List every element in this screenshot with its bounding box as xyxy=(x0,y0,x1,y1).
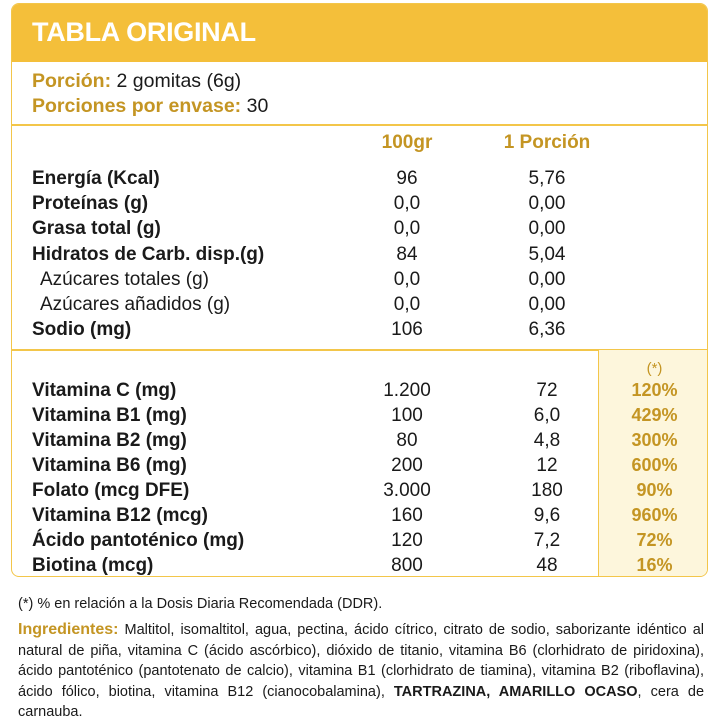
per-pack-value: 30 xyxy=(246,95,269,117)
value-portion: 0,00 xyxy=(528,269,566,290)
value-100g: 3.000 xyxy=(383,480,431,501)
value-portion: 9,6 xyxy=(533,505,561,526)
column-header-100g: 100gr xyxy=(381,132,433,153)
ingredients-allergen-colorants: TARTRAZINA, AMARILLO OCASO xyxy=(393,683,638,700)
value-portion: 180 xyxy=(531,480,563,501)
nutrient-name: Sodio (mg) xyxy=(32,319,132,340)
table-row xyxy=(12,319,707,344)
value-portion: 0,00 xyxy=(528,294,566,315)
ddr-value: 960% xyxy=(631,505,678,525)
ingredients-label: Ingredientes: xyxy=(18,621,119,638)
value-100g: 800 xyxy=(391,555,423,576)
nutrient-name: Azúcares totales (g) xyxy=(40,269,209,290)
servings-per-pack xyxy=(32,95,268,118)
ingredients-text: Maltitol, isomaltitol, agua, pectina, ácido cítrico, citrato de sodio, saborizante idéntico al natural de piña, vitamina C (ácido ascórbico), dióxido de titanio, vitamina B6 (clorhidrato de piridoxina), ácido pantoténico (pantotenato de calcio), vitamina B1 (clorhidrato de tiamina), vitamina B2 (riboflavina), ácido fólico, biotina, vitamina B12 (cianocobalamina), xyxy=(18,622,705,700)
table-row xyxy=(12,380,707,405)
value-100g: 96 xyxy=(396,168,418,189)
value-100g: 0,0 xyxy=(393,193,421,214)
value-portion: 5,04 xyxy=(528,244,566,265)
table-row xyxy=(12,505,707,530)
table-row xyxy=(12,168,707,193)
ddr-value: 120% xyxy=(631,380,678,400)
vitamin-name: Ácido pantoténico (mg) xyxy=(32,530,245,551)
value-portion: 0,00 xyxy=(528,218,566,239)
ddr-value: 16% xyxy=(636,555,673,575)
table-row xyxy=(12,294,707,319)
per-pack-label: Porciones por envase: xyxy=(32,95,242,117)
table-title: TABLA ORIGINAL xyxy=(32,17,256,47)
value-portion: 4,8 xyxy=(533,430,561,451)
ingredients-tail: , cera de carnauba. xyxy=(18,683,705,720)
value-100g: 1.200 xyxy=(383,380,431,401)
nutrition-table xyxy=(11,3,708,577)
value-100g: 84 xyxy=(396,244,418,265)
table-row xyxy=(12,430,707,455)
nutrient-name: Energía (Kcal) xyxy=(32,168,160,189)
nutrient-name: Proteínas (g) xyxy=(32,193,149,214)
table-row xyxy=(12,455,707,480)
value-100g: 100 xyxy=(391,405,423,426)
value-100g: 200 xyxy=(391,455,423,476)
value-portion: 72 xyxy=(536,380,558,401)
ddr-value: 429% xyxy=(631,405,678,425)
ddr-value: 72% xyxy=(636,530,673,550)
value-100g: 0,0 xyxy=(393,218,421,239)
value-portion: 6,36 xyxy=(528,319,566,340)
vitamin-name: Vitamina B12 (mcg) xyxy=(32,505,208,526)
value-portion: 48 xyxy=(536,555,558,576)
value-100g: 120 xyxy=(391,530,423,551)
serving-size xyxy=(32,70,241,93)
table-row xyxy=(12,530,707,555)
portion-value: 2 gomitas (6g) xyxy=(116,70,242,92)
table-row xyxy=(12,269,707,294)
value-portion: 12 xyxy=(536,455,558,476)
vitamin-name: Vitamina B1 (mg) xyxy=(32,405,187,426)
nutrient-name: Grasa total (g) xyxy=(32,218,161,239)
divider xyxy=(12,124,707,126)
ddr-header: (*) xyxy=(646,360,663,377)
vitamin-name: Folato (mcg DFE) xyxy=(32,480,190,501)
value-portion: 0,00 xyxy=(528,193,566,214)
ddr-value: 600% xyxy=(631,455,678,475)
value-100g: 106 xyxy=(391,319,423,340)
value-100g: 160 xyxy=(391,505,423,526)
table-row xyxy=(12,193,707,218)
column-header-portion: 1 Porción xyxy=(503,132,591,153)
table-row xyxy=(12,244,707,269)
table-row xyxy=(12,218,707,243)
table-header xyxy=(12,4,707,62)
vitamin-name: Vitamina C (mg) xyxy=(32,380,177,401)
nutrient-name: Azúcares añadidos (g) xyxy=(40,294,231,315)
ddr-value: 300% xyxy=(631,430,678,450)
ingredients-paragraph xyxy=(18,620,704,723)
value-100g: 0,0 xyxy=(393,294,421,315)
nutrient-name: Hidratos de Carb. disp.(g) xyxy=(32,244,265,265)
value-portion: 6,0 xyxy=(533,405,561,426)
portion-label: Porción: xyxy=(32,70,112,92)
footnote: (*) % en relación a la Dosis Diaria Recomendada (DDR). xyxy=(18,596,383,612)
value-portion: 7,2 xyxy=(533,530,561,551)
vitamin-name: Vitamina B2 (mg) xyxy=(32,430,187,451)
table-row xyxy=(12,555,707,577)
table-row xyxy=(12,480,707,505)
value-100g: 80 xyxy=(396,430,418,451)
table-row xyxy=(12,405,707,430)
value-100g: 0,0 xyxy=(393,269,421,290)
value-portion: 5,76 xyxy=(528,168,566,189)
vitamin-name: Biotina (mcg) xyxy=(32,555,154,576)
ddr-value: 90% xyxy=(636,480,673,500)
vitamin-name: Vitamina B6 (mg) xyxy=(32,455,187,476)
